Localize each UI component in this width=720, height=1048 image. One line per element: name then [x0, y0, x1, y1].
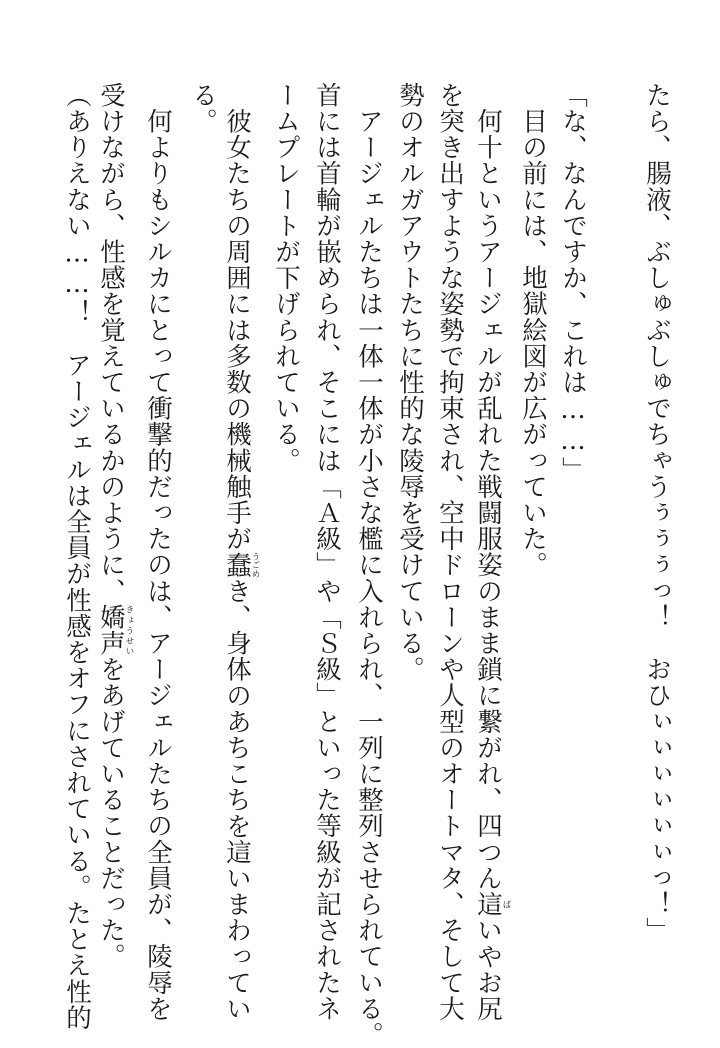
ruby-base: 蠢: [222, 551, 252, 578]
text-segment: いやお尻: [473, 917, 503, 1022]
text-column-6: を突き出すような姿勢で拘束され、空中ドローンや人型のオートマタ、そして大: [435, 82, 465, 1022]
text-column-12: る。: [188, 82, 218, 135]
text-column-16: （ありえない……！ アージェルは全員が性感をオフにされている。たとえ性的: [62, 82, 92, 1031]
text-column-9: 首には首輪が嵌められ、そこには「Ａ級」や「Ｓ級」といった等級が記されたネ: [312, 82, 342, 1022]
text-column-14: 何よりもシルカにとって衝撃的だったのは、アージェルたちの全員が、陵辱を: [143, 82, 173, 1022]
ruby-text: [222, 551, 260, 578]
ruby-text: [473, 891, 511, 918]
ruby-text: [96, 604, 134, 657]
text-column-4: 目の前には、地獄絵図が広がっていた。: [518, 82, 548, 578]
text-column-3: 「な、なんですか、これは……」: [558, 82, 588, 483]
furigana: きょうせい: [124, 604, 134, 657]
text-column-11: [222, 82, 260, 1022]
text-column-1: たら、腸液、ぶしゅぶしゅでちゃうぅぅぅっ！ おひぃぃぃぃぃぃっ！」: [642, 82, 672, 944]
text-segment: 何十というアージェルが乱れた戦闘服姿のまま鎖に繋がれ、四つん: [473, 82, 503, 892]
text-segment: をあげていることだった。: [96, 656, 126, 970]
ruby-base: 嬌声: [96, 604, 126, 657]
ruby-base: 這: [473, 891, 503, 918]
text-segment: 受けながら、性感を覚えているかのように、: [96, 82, 126, 604]
furigana: うごめ: [250, 551, 260, 578]
text-column-5: [473, 82, 511, 1022]
text-column-8: アージェルたちは一体一体が小さな檻に入れられ、一列に整列させられている。: [354, 82, 384, 1048]
text-segment: 彼女たちの周囲には多数の機械触手が: [222, 82, 252, 552]
text-column-7: 勢のオルガアウトたちに性的な陵辱を受けている。: [395, 82, 425, 683]
text-column-15: [96, 82, 134, 1002]
text-segment: き、身体のあちこちを這いまわってい: [222, 577, 252, 1022]
furigana: ば: [501, 891, 511, 918]
text-column-10: ームプレートが下げられている。: [271, 82, 301, 474]
